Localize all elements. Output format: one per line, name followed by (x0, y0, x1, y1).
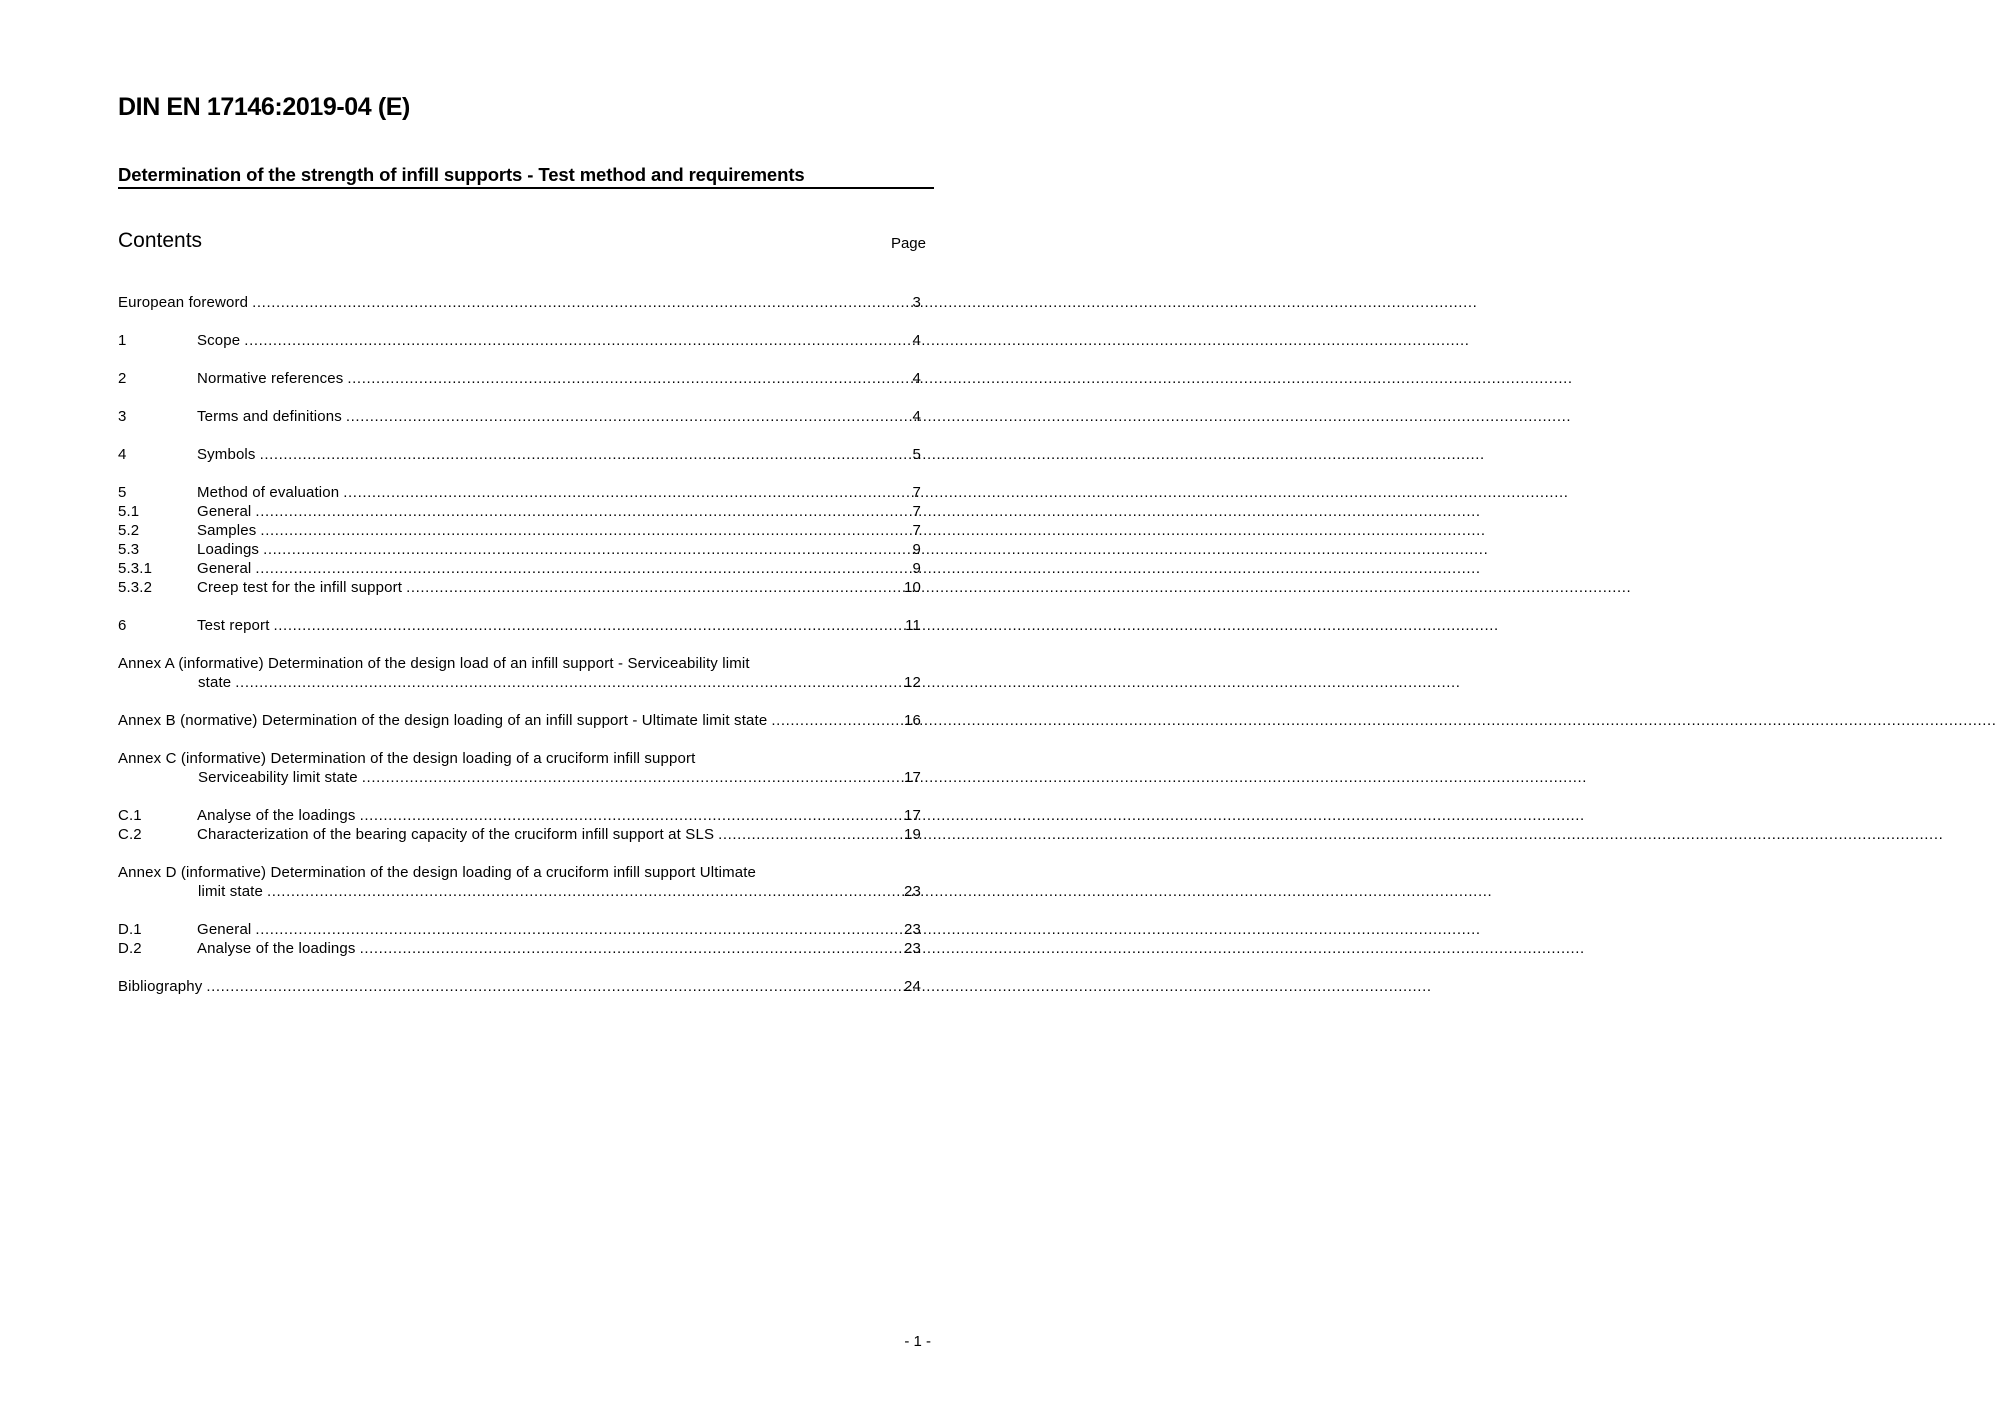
toc-leader-dots (255, 920, 903, 939)
toc-entry-page: 12 (904, 674, 921, 691)
toc-entry-title-continued: state (198, 674, 232, 691)
toc-entry-5-2[interactable] (118, 521, 921, 540)
table-of-contents (118, 293, 921, 1015)
toc-leader-dots (406, 578, 903, 597)
toc-leader-dots (267, 882, 903, 901)
toc-leader-dots (362, 768, 903, 787)
toc-entry-title: Samples (197, 522, 257, 539)
toc-entry-number: D.2 (118, 940, 142, 957)
toc-entry-title: General (197, 503, 252, 520)
toc-entry-title: European foreword (118, 294, 249, 311)
toc-entry-number: 3 (118, 408, 127, 425)
toc-entry-page: 23 (904, 921, 921, 938)
toc-entry-6[interactable] (118, 616, 921, 635)
toc-entry-title-continued: Serviceability limit state (198, 769, 358, 786)
toc-leader-dots (347, 369, 911, 388)
toc-entry-number: 5.1 (118, 503, 140, 520)
toc-entry-number: 2 (118, 370, 127, 387)
toc-entry-number: 5.3 (118, 541, 140, 558)
toc-entry-annex-b[interactable] (118, 711, 921, 730)
contents-heading: Contents (118, 229, 203, 252)
toc-entry-title: Annex D (informative) Determination of the design loading of a cruciform infill support Ultimate (118, 864, 757, 881)
toc-entry-2[interactable] (118, 369, 921, 388)
toc-entry-5-3[interactable] (118, 540, 921, 559)
toc-leader-dots (206, 977, 903, 996)
toc-entry-5-1[interactable] (118, 502, 921, 521)
toc-entry-1[interactable] (118, 331, 921, 350)
toc-entry-title-continued: limit state (198, 883, 263, 900)
toc-leader-dots (235, 673, 903, 692)
toc-entry-number: 6 (118, 617, 127, 634)
toc-entry-title: General (197, 921, 252, 938)
toc-entry-annex-c[interactable] (118, 749, 921, 787)
toc-leader-dots (771, 711, 903, 730)
toc-entry-number: 5.3.1 (118, 560, 153, 577)
toc-entry-page: 10 (904, 579, 921, 596)
toc-entry-title: General (197, 560, 252, 577)
toc-entry-title: Scope (197, 332, 241, 349)
toc-entry-page: 19 (904, 826, 921, 843)
toc-entry-c-2[interactable] (118, 825, 921, 844)
toc-leader-dots (360, 806, 903, 825)
toc-entry-page: 16 (904, 712, 921, 729)
toc-entry-title: Normative references (197, 370, 344, 387)
toc-entry-title: Symbols (197, 446, 256, 463)
toc-entry-page: 4 (912, 332, 921, 349)
toc-entry-5[interactable] (118, 483, 921, 502)
toc-leader-dots (252, 293, 911, 312)
toc-leader-dots (263, 540, 911, 559)
toc-entry-page: 23 (904, 940, 921, 957)
toc-entry-annex-d[interactable] (118, 863, 921, 901)
toc-entry-page: 5 (912, 446, 921, 463)
toc-entry-number: 4 (118, 446, 127, 463)
toc-leader-dots (274, 616, 905, 635)
toc-entry-page: 23 (904, 883, 921, 900)
toc-entry-title: Characterization of the bearing capacity of the cruciform infill support at SLS (197, 826, 715, 843)
toc-leader-dots (244, 331, 911, 350)
toc-entry-number: 5.3.2 (118, 579, 153, 596)
toc-entry-title: Bibliography (118, 978, 203, 995)
toc-entry-title: Analyse of the loadings (197, 940, 356, 957)
toc-entry-title: Annex B (normative) Determination of the design loading of an infill support - Ultimate limit state (118, 712, 768, 729)
toc-entry-number: C.2 (118, 826, 142, 843)
toc-entry-page: 7 (912, 484, 921, 501)
toc-entry-page: 4 (912, 408, 921, 425)
toc-leader-dots (260, 445, 912, 464)
page-title: DIN EN 17146:2019-04 (E) (118, 93, 410, 121)
toc-entry-number: D.1 (118, 921, 142, 938)
toc-entry-page: 17 (904, 807, 921, 824)
toc-entry-title: Annex C (informative) Determination of the design loading of a cruciform infill support (118, 750, 696, 767)
toc-entry-title: Terms and definitions (197, 408, 342, 425)
toc-leader-dots (343, 483, 911, 502)
toc-entry-bibliography[interactable] (118, 977, 921, 996)
toc-leader-dots (360, 939, 903, 958)
page-column-label: Page (890, 235, 926, 252)
toc-entry-title: Analyse of the loadings (197, 807, 356, 824)
toc-entry-page: 24 (904, 978, 921, 995)
toc-entry-title: Annex A (informative) Determination of the design load of an infill support - Serviceability limit (118, 655, 750, 672)
toc-entry-page: 11 (905, 617, 921, 634)
toc-entry-5-3-1[interactable] (118, 559, 921, 578)
toc-leader-dots (260, 521, 911, 540)
toc-entry-foreword[interactable] (118, 293, 921, 312)
toc-entry-page: 17 (904, 769, 921, 786)
document-subtitle: Determination of the strength of infill supports - Test method and requirements (118, 163, 934, 189)
toc-entry-page: 9 (912, 541, 921, 558)
toc-entry-number: 5 (118, 484, 127, 501)
toc-leader-dots (718, 825, 903, 844)
toc-entry-title: Test report (197, 617, 270, 634)
toc-entry-d-1[interactable] (118, 920, 921, 939)
toc-entry-d-2[interactable] (118, 939, 921, 958)
toc-entry-page: 7 (912, 503, 921, 520)
toc-entry-page: 3 (912, 294, 921, 311)
toc-leader-dots (255, 559, 911, 578)
page-number: - 1 - (904, 1333, 931, 1350)
toc-entry-page: 9 (912, 560, 921, 577)
toc-leader-dots (346, 407, 912, 426)
toc-entry-annex-a[interactable] (118, 654, 921, 692)
toc-entry-c-1[interactable] (118, 806, 921, 825)
toc-entry-number: C.1 (118, 807, 142, 824)
toc-entry-3[interactable] (118, 407, 921, 426)
toc-entry-5-3-2[interactable] (118, 578, 921, 597)
toc-entry-4[interactable] (118, 445, 921, 464)
toc-entry-page: 4 (912, 370, 921, 387)
toc-entry-number: 1 (118, 332, 127, 349)
toc-entry-number: 5.2 (118, 522, 140, 539)
toc-leader-dots (255, 502, 911, 521)
toc-entry-title: Creep test for the infill support (197, 579, 403, 596)
toc-entry-page: 7 (912, 522, 921, 539)
toc-entry-title: Loadings (197, 541, 260, 558)
toc-entry-title: Method of evaluation (197, 484, 340, 501)
